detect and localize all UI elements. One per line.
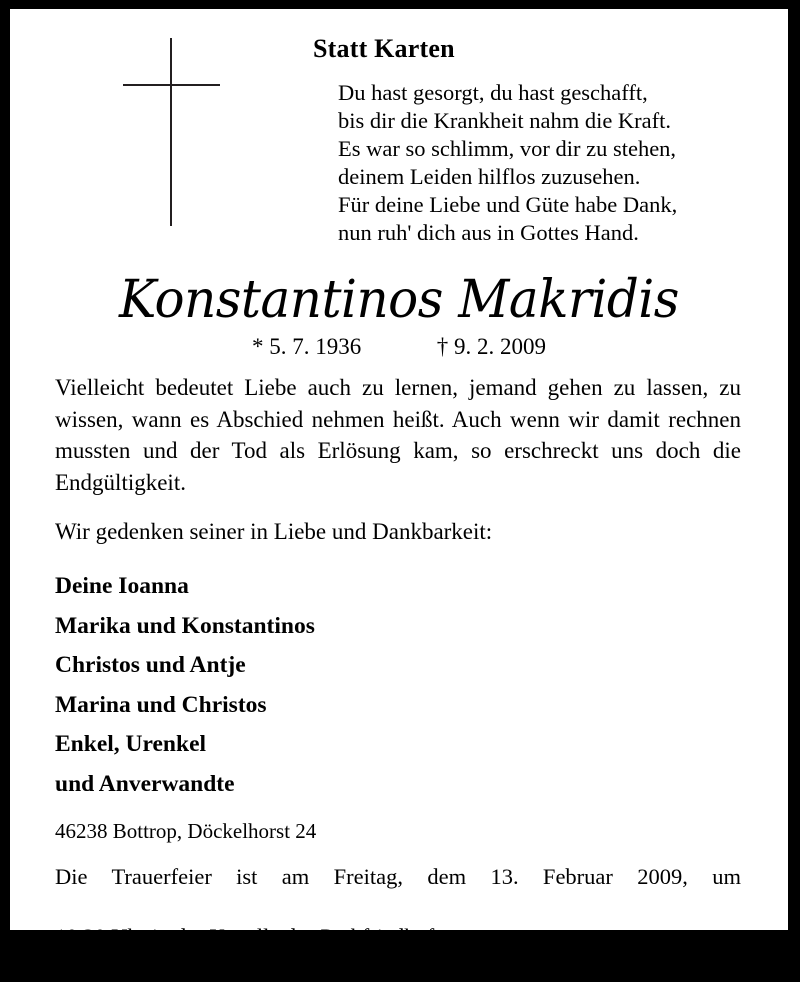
body-section bbox=[55, 372, 741, 982]
header-section bbox=[10, 9, 788, 249]
death-date: † 9. 2. 2009 bbox=[436, 334, 546, 359]
family-name: Christos und Antje bbox=[55, 652, 246, 678]
address-line: 46238 Bottrop, Döckelhorst 24 bbox=[55, 819, 317, 843]
statt-karten-heading: Statt Karten bbox=[313, 34, 455, 63]
family-name: Enkel, Urenkel bbox=[55, 731, 207, 757]
family-name: und Anverwandte bbox=[55, 770, 235, 797]
remembrance-line: Wir gedenken seiner in Liebe und Dankbarkeit: bbox=[55, 519, 493, 544]
family-name: Marina und Christos bbox=[55, 691, 267, 718]
memorial-paragraph: Vielleicht bedeutet Liebe auch zu lernen, jemand gehen zu lassen, zu wissen, wann es Abschied nehmen heißt. Auch wenn wir damit rechnen mussten und der Tod als Erlösung kam, so erschreckt uns doch die Endgültigkeit. bbox=[55, 375, 741, 495]
service-line: Die Trauerfeier ist am Freitag, dem 13. Februar 2009, um bbox=[55, 864, 741, 889]
deceased-name-block bbox=[10, 269, 788, 361]
poem-block bbox=[338, 79, 677, 247]
cross-icon bbox=[112, 29, 232, 229]
poem-line: Du hast gesorgt, du hast geschafft, bbox=[338, 80, 648, 105]
life-dates bbox=[10, 333, 788, 361]
cross-horizontal-bar bbox=[123, 84, 220, 86]
deceased-name: Konstantinos Makridis bbox=[119, 270, 679, 330]
obituary-card bbox=[10, 9, 788, 979]
poem-line: deinem Leiden hilflos zuzusehen. bbox=[338, 164, 641, 189]
family-name: Marika und Konstantinos bbox=[55, 612, 315, 639]
service-line: anschließend erfolgt die Beisetzung. bbox=[55, 954, 383, 979]
service-details bbox=[55, 862, 741, 982]
family-name-list bbox=[55, 567, 741, 804]
service-line: 10.30 Uhr in der Kapelle des Parkfriedhofes; bbox=[55, 924, 460, 949]
birth-date: * 5. 7. 1936 bbox=[252, 334, 362, 359]
poem-line: Es war so schlimm, vor dir zu stehen, bbox=[338, 136, 677, 161]
cross-vertical-bar bbox=[170, 38, 172, 226]
poem-line: Für deine Liebe und Güte habe Dank, bbox=[338, 192, 678, 217]
poem-line: bis dir die Krankheit nahm die Kraft. bbox=[338, 108, 672, 133]
family-name: Deine Ioanna bbox=[55, 573, 189, 599]
poem-line: nun ruh' dich aus in Gottes Hand. bbox=[338, 220, 639, 245]
